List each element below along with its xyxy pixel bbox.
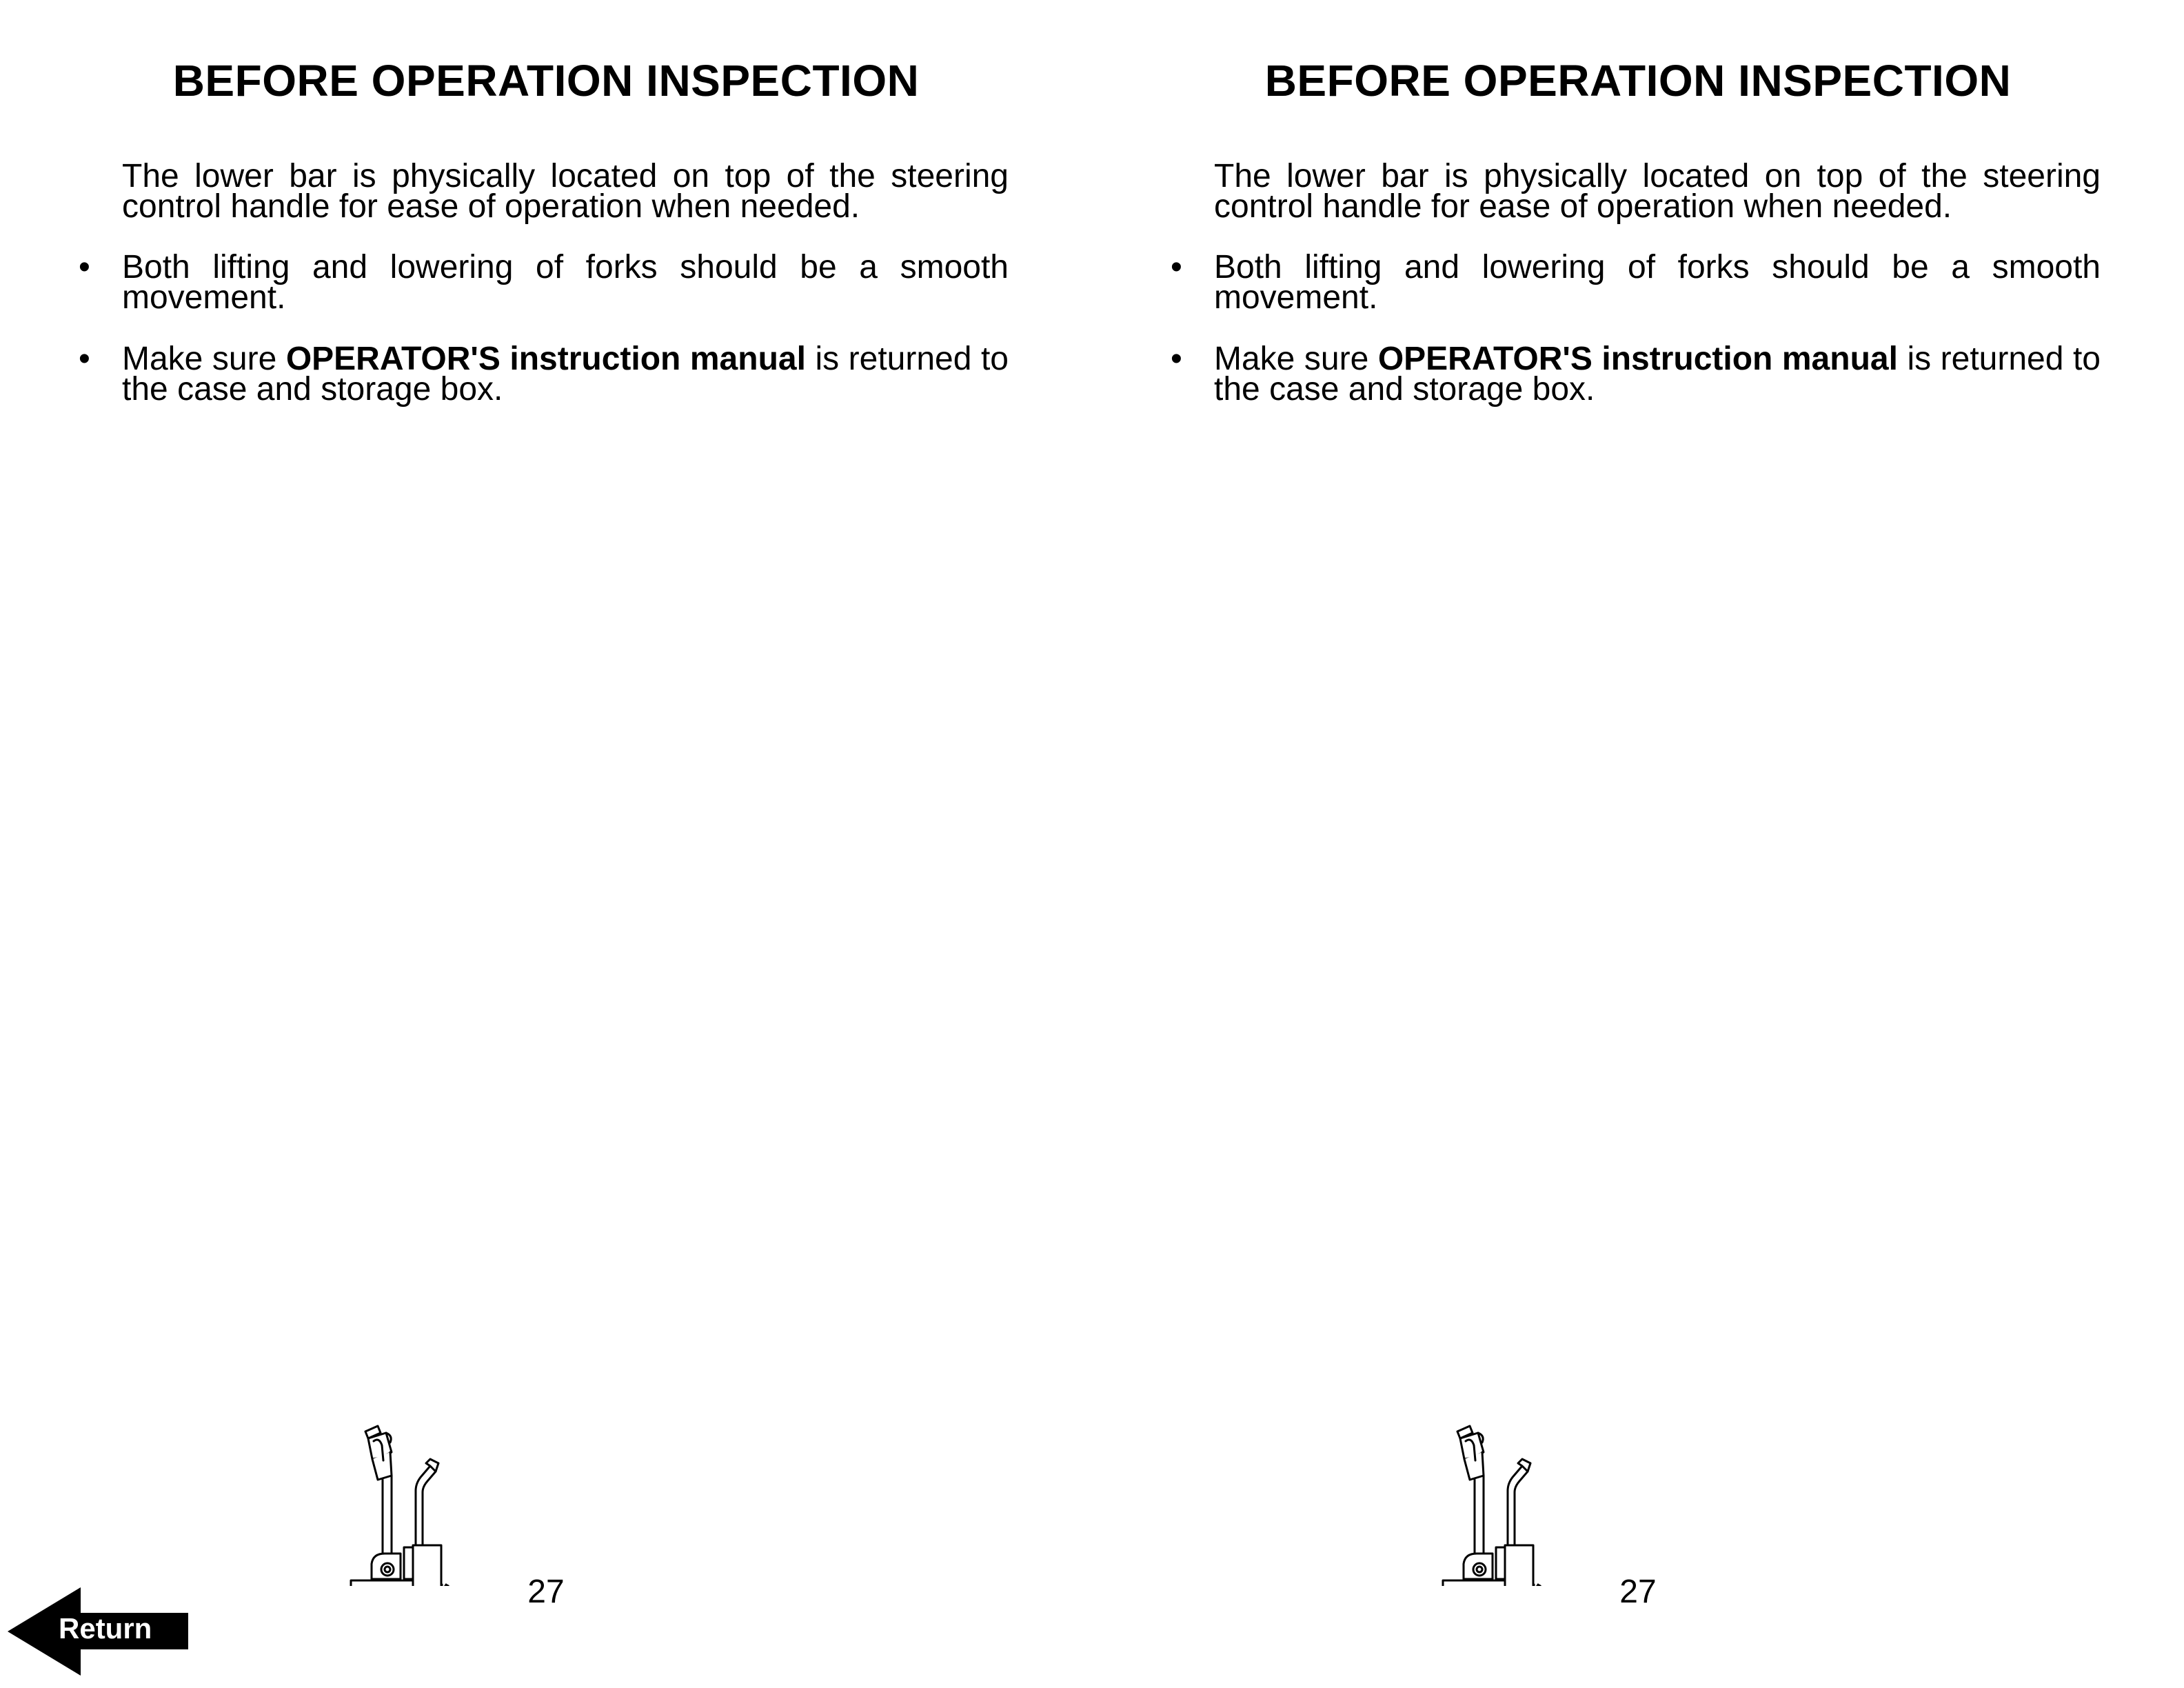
bullet-marker: • (1171, 249, 1182, 285)
pallet-truck-illustration (1092, 1241, 2184, 1586)
bullet-text-after: is returned to the case and storage box. (122, 341, 1009, 408)
page-number: 27 (1619, 1574, 1657, 1610)
bullet-marker: • (79, 341, 90, 377)
bullet-text-after: is returned to the case and storage box. (1214, 341, 2101, 408)
bullet-text-before: Make sure (122, 341, 286, 377)
bullet-marker: • (1171, 341, 1182, 377)
bullet-item-forks-movement: Both lifting and lowering of forks should be a smooth movement. (1214, 249, 2101, 316)
bullet-item-manual-return (1214, 341, 2101, 408)
pallet-truck-illustration (0, 1241, 1092, 1586)
bullet-text-bold: OPERATOR'S instruction manual (1377, 341, 1898, 377)
intro-paragraph: The lower bar is physically located on top of the steering control handle for ease of operation when needed. (1214, 158, 2101, 225)
page-number: 27 (527, 1574, 565, 1610)
intro-paragraph: The lower bar is physically located on top of the steering control handle for ease of operation when needed. (122, 158, 1009, 225)
bullet-text-bold: OPERATOR'S instruction manual (285, 341, 806, 377)
return-button[interactable] (0, 1579, 200, 1682)
bullet-item-forks-movement: Both lifting and lowering of forks should be a smooth movement. (122, 249, 1009, 316)
return-label: Return (59, 1612, 152, 1645)
page-title: BEFORE OPERATION INSPECTION (172, 56, 920, 106)
bullet-marker: • (79, 249, 90, 285)
page-right (1092, 0, 2184, 1688)
page-title: BEFORE OPERATION INSPECTION (1264, 56, 2012, 106)
bullet-text-before: Make sure (1214, 341, 1378, 377)
